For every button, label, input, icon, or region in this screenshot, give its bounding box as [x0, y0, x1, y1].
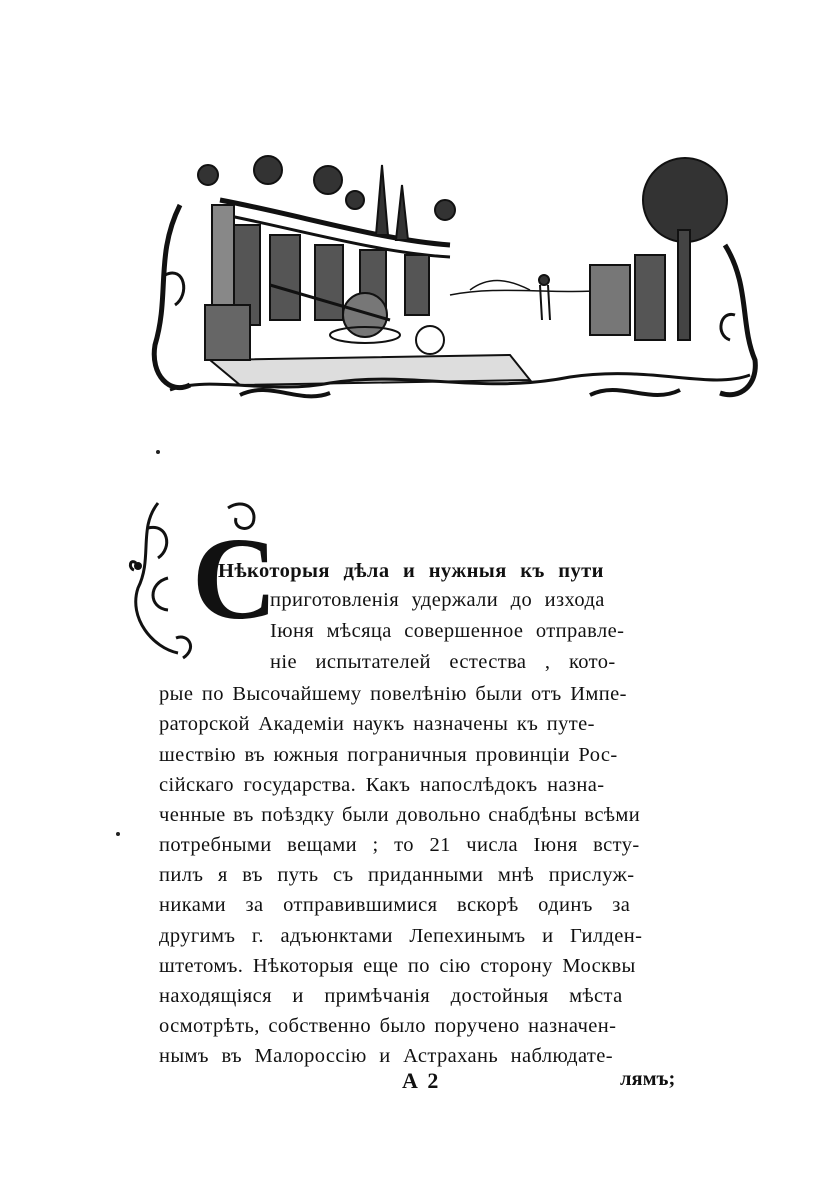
text-line-3: Іюня мѣсяца совершенное отправле-	[270, 620, 625, 642]
text-line-6: раторской Академіи наукъ назначены къ путе-	[159, 713, 595, 735]
text-line-16: осмотрѣть, собственно было поручено назначен-	[159, 1015, 617, 1037]
text-line-15: находящіяся и примѣчанія достойныя мѣста	[159, 985, 623, 1007]
headpiece-engraving	[150, 145, 760, 420]
text-line-10: потребными вещами ; то 21 числа Іюня всту-	[159, 834, 640, 856]
signature-mark: А 2	[402, 1068, 441, 1093]
text-line-7: шествію въ южныя пограничныя провинціи Рос-	[159, 744, 618, 766]
text-line-1: Нѣкоторыя дѣла и нужныя къ пути	[218, 560, 604, 582]
text-line-8: сійскаго государства. Какъ напослѣдокъ назна-	[159, 774, 605, 796]
text-line-17: нымъ въ Малороссію и Астрахань наблюдате-	[159, 1045, 614, 1067]
text-line-9: ченные въ поѣздку были довольно снабдѣны всѣми	[159, 804, 641, 826]
text-line-12: никами за отправившимися вскорѣ одинъ за	[159, 894, 631, 916]
catchword: лямъ;	[620, 1068, 676, 1090]
drop-cap-letter: С	[192, 513, 278, 644]
text-line-5: рые по Высочайшему повелѣнію были отъ Импе-	[159, 683, 627, 705]
print-speck	[156, 450, 160, 454]
text-line-13: другимъ г. адъюнктами Лепехинымъ и Гилден-	[159, 925, 643, 947]
text-line-11: пилъ я въ путь съ приданными мнѣ прислуж-	[159, 864, 635, 886]
print-speck	[116, 832, 120, 836]
text-line-2: приготовленія удержали до изхода	[270, 589, 605, 611]
text-line-4: ніе испытателей естества , кото-	[270, 651, 616, 673]
text-line-14: штетомъ. Нѣкоторыя еще по сію сторону Москвы	[159, 955, 636, 977]
